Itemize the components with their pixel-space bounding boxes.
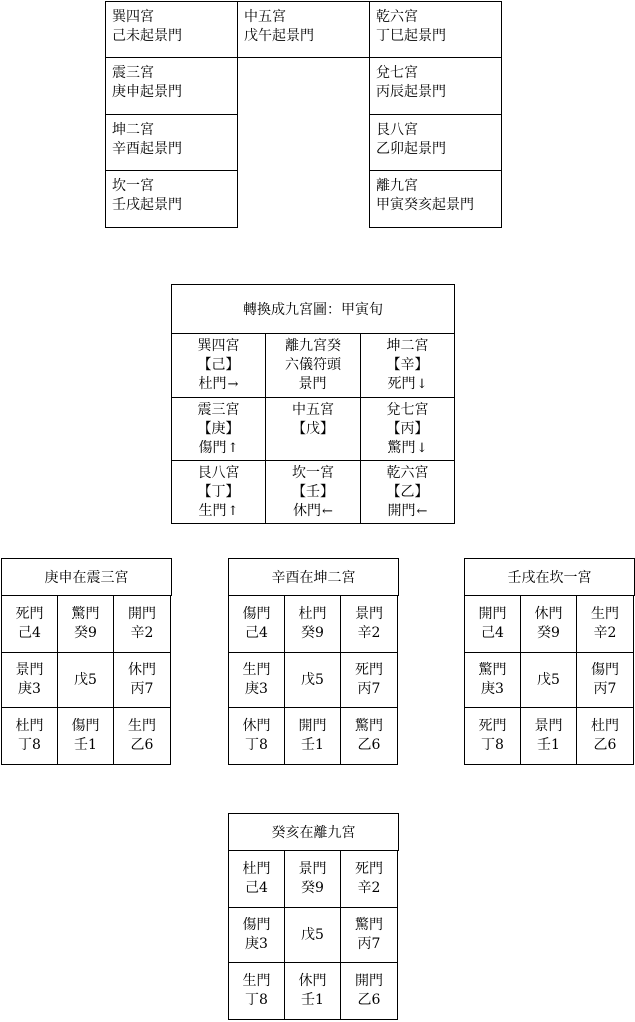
gate-grid-cell <box>464 595 521 653</box>
gate-name: 景門 <box>355 606 383 622</box>
stem-number: 癸9 <box>301 625 324 641</box>
gate-name: 死門 <box>355 861 383 877</box>
gate-name: 休門 <box>242 718 271 734</box>
cell-stem: 【乙】 <box>386 483 429 500</box>
stem-number: 辛2 <box>357 880 381 896</box>
gate-name: 杜門 <box>15 718 44 734</box>
stem-number: 壬1 <box>301 737 324 753</box>
gate-grid-cell <box>340 850 398 908</box>
palace-desc: 乙卯起景門 <box>376 141 446 157</box>
stem-number: 乙6 <box>357 737 381 753</box>
palace-name: 乾六宮 <box>376 9 418 25</box>
palace-name: 離九宮 <box>376 178 418 194</box>
gate-grid-cell <box>284 850 341 908</box>
palace-name: 坤二宮 <box>112 122 154 138</box>
palace-cell-xun4 <box>105 1 238 58</box>
gate-name: 生門 <box>591 606 619 622</box>
gate-grid-cell <box>340 962 398 1020</box>
stem-number: 庚3 <box>245 681 268 697</box>
nine-palace-cell <box>265 397 361 461</box>
direction-arrow-icon: ↑ <box>227 440 239 456</box>
cell-gate-row <box>388 502 428 521</box>
gate-name: 生門 <box>242 973 271 989</box>
stem-number: 癸9 <box>301 880 324 896</box>
gate-name: 傷門 <box>591 662 619 678</box>
stem-number: 丁8 <box>245 992 268 1008</box>
gate-name: 死門 <box>355 662 383 678</box>
direction-arrow-icon: ↓ <box>416 377 428 392</box>
stem-number: 壬1 <box>301 992 324 1008</box>
palace-cell-gen8 <box>369 114 502 171</box>
stem-number: 庚3 <box>18 681 41 697</box>
cell-gate: 杜門 <box>198 376 227 392</box>
gate-grid-cell <box>576 652 634 708</box>
gate-grid-cell <box>57 595 114 653</box>
cell-gate: 開門 <box>387 502 416 519</box>
palace-cell-li9 <box>369 170 502 228</box>
nine-palace-cell <box>171 397 266 461</box>
gate-name: 開門 <box>355 973 383 989</box>
stem-number: 辛2 <box>357 625 381 641</box>
stem-number: 乙6 <box>357 992 381 1008</box>
gate-grid-title: 癸亥在離九宮 <box>228 813 399 851</box>
stem-number: 乙6 <box>130 737 154 753</box>
gate-grid-cell <box>284 652 341 708</box>
stem-number: 庚3 <box>481 681 504 697</box>
gate-name: 景門 <box>534 718 563 734</box>
cell-stem: 【庚】 <box>197 420 240 437</box>
nine-palace-cell <box>360 397 455 461</box>
stem-number: 癸9 <box>74 625 97 641</box>
cell-gate: 驚門 <box>387 439 416 456</box>
stem-number: 己4 <box>18 625 41 641</box>
stem-number: 己4 <box>245 625 268 641</box>
direction-arrow-icon: ↑ <box>227 503 239 519</box>
cell-stem: 【丙】 <box>386 420 429 437</box>
gate-grid-cell <box>520 652 577 708</box>
gate-grid-cell <box>340 907 398 963</box>
stem-number: 丙7 <box>357 936 381 952</box>
cell-stem: 【戊】 <box>292 420 334 437</box>
gate-grid-cell <box>113 595 171 653</box>
cell-stem: 六儀符頭 <box>285 357 341 373</box>
gate-grid-cell <box>340 707 398 765</box>
cell-palace: 震三宮 <box>197 401 240 418</box>
cell-stem: 【辛】 <box>386 357 429 373</box>
gate-grid-cell <box>576 707 634 765</box>
gate-grid-cell <box>113 707 171 765</box>
stem-number: 戊5 <box>301 926 324 943</box>
cell-palace: 巽四宮 <box>197 338 240 354</box>
cell-palace: 艮八宮 <box>197 464 240 481</box>
gate-name: 驚門 <box>478 662 507 678</box>
gate-name: 生門 <box>242 662 271 678</box>
gate-grid-cell <box>576 595 634 653</box>
stem-number: 丙7 <box>130 681 154 697</box>
stem-number: 乙6 <box>593 737 617 753</box>
palace-desc: 庚申起景門 <box>112 84 182 100</box>
cell-gate: 死門 <box>387 376 416 392</box>
stem-number: 辛2 <box>593 625 617 641</box>
gate-grid-cell <box>284 962 341 1020</box>
palace-desc: 戊午起景門 <box>244 28 314 44</box>
palace-desc: 甲寅癸亥起景門 <box>376 197 474 213</box>
cell-gate-row <box>388 439 428 458</box>
gate-grid-cell <box>228 962 285 1020</box>
gate-grid-cell <box>228 595 285 653</box>
nine-palace-cell <box>360 333 455 398</box>
cell-gate-row <box>199 502 239 521</box>
gate-grid-cell <box>1 707 58 765</box>
gate-name: 杜門 <box>591 718 619 734</box>
palace-desc: 辛酉起景門 <box>112 141 182 157</box>
gate-grid-cell <box>284 907 341 963</box>
direction-arrow-icon: ← <box>416 503 428 519</box>
cell-gate-row <box>199 439 239 458</box>
stem-number: 戊5 <box>74 671 97 688</box>
cell-palace: 離九宮癸 <box>285 338 341 354</box>
gate-name: 傷門 <box>242 606 271 622</box>
cell-palace: 乾六宮 <box>386 464 429 481</box>
gate-grid-cell <box>340 595 398 653</box>
gate-name: 杜門 <box>298 606 327 622</box>
stem-number: 丁8 <box>245 737 268 753</box>
gate-name: 開門 <box>298 718 327 734</box>
gate-grid-cell <box>1 595 58 653</box>
gate-grid-cell <box>520 595 577 653</box>
cell-gate-row <box>313 439 314 458</box>
gate-name: 傷門 <box>242 917 271 933</box>
palace-name: 兌七宮 <box>376 65 418 81</box>
cell-gate-row <box>293 502 333 521</box>
gate-name: 景門 <box>298 861 327 877</box>
palace-cell-kan1 <box>105 170 238 228</box>
palace-cell-zhong5 <box>237 1 370 58</box>
palace-name: 巽四宮 <box>112 9 154 25</box>
stem-number: 辛2 <box>130 625 154 641</box>
palace-name: 坎一宮 <box>112 178 154 194</box>
gate-grid-cell <box>57 707 114 765</box>
nine-palace-cell <box>171 333 266 398</box>
cell-palace: 兌七宮 <box>386 401 429 418</box>
cell-gate: 景門 <box>298 376 327 392</box>
palace-cell-qian6 <box>369 1 502 58</box>
palace-cell-kun2 <box>105 114 238 171</box>
cell-stem: 【己】 <box>197 357 240 373</box>
palace-cell-dui7 <box>369 57 502 115</box>
direction-arrow-icon: → <box>227 377 239 392</box>
gate-name: 開門 <box>128 606 156 622</box>
nine-palace-cell <box>265 460 361 524</box>
gate-grid-cell <box>464 652 521 708</box>
gate-grid-cell <box>284 707 341 765</box>
nine-palace-cell <box>265 333 361 398</box>
gate-name: 休門 <box>128 662 156 678</box>
cell-gate: 傷門 <box>198 439 227 456</box>
nine-palace-cell <box>171 460 266 524</box>
direction-arrow-icon: ← <box>322 503 333 519</box>
gate-name: 生門 <box>128 718 156 734</box>
gate-name: 死門 <box>15 606 44 622</box>
cell-palace: 坎一宮 <box>292 464 334 481</box>
stem-number: 癸9 <box>537 625 560 641</box>
cell-gate: 休門 <box>293 502 322 519</box>
stem-number: 己4 <box>481 625 504 641</box>
stem-number: 己4 <box>245 880 268 896</box>
gate-grid-cell <box>284 595 341 653</box>
direction-arrow-icon: ↓ <box>416 440 428 456</box>
gate-grid-cell <box>228 850 285 908</box>
palace-desc: 己未起景門 <box>112 28 182 44</box>
cell-gate-row <box>388 375 428 394</box>
cell-stem: 【壬】 <box>292 483 334 500</box>
gate-name: 杜門 <box>242 861 271 877</box>
stem-number: 丙7 <box>357 681 381 697</box>
gate-name: 景門 <box>15 662 44 678</box>
nine-palace-cell <box>360 460 455 524</box>
gate-name: 傷門 <box>71 718 100 734</box>
gate-grid-cell <box>1 652 58 708</box>
gate-name: 開門 <box>478 606 507 622</box>
gate-name: 驚門 <box>355 917 383 933</box>
palace-name: 艮八宮 <box>376 122 418 138</box>
cell-stem: 【丁】 <box>197 483 240 500</box>
palace-desc: 壬戌起景門 <box>112 197 182 213</box>
gate-grid-title: 庚申在震三宮 <box>1 558 172 596</box>
gate-name: 驚門 <box>71 606 100 622</box>
stem-number: 丙7 <box>593 681 617 697</box>
stem-number: 丁8 <box>481 737 504 753</box>
gate-name: 死門 <box>478 718 507 734</box>
gate-grid-cell <box>228 707 285 765</box>
stem-number: 戊5 <box>301 671 324 688</box>
gate-name: 休門 <box>534 606 563 622</box>
chart-title: 轉換成九宮圖：甲寅旬 <box>171 284 455 334</box>
palace-name: 中五宮 <box>244 9 286 25</box>
palace-cell-zhen3 <box>105 57 238 115</box>
gate-grid-cell <box>464 707 521 765</box>
palace-desc: 丁巳起景門 <box>376 28 446 44</box>
gate-grid-title: 壬戌在坎一宮 <box>464 558 635 596</box>
stem-number: 戊5 <box>537 671 560 688</box>
gate-name: 休門 <box>298 973 327 989</box>
gate-grid-cell <box>520 707 577 765</box>
cell-gate-row <box>299 375 328 394</box>
gate-grid-cell <box>57 652 114 708</box>
stem-number: 庚3 <box>245 936 268 952</box>
gate-grid-cell <box>228 907 285 963</box>
gate-grid-cell <box>228 652 285 708</box>
gate-grid-title: 辛酉在坤二宮 <box>228 558 399 596</box>
cell-gate-row <box>199 375 239 394</box>
stem-number: 丁8 <box>18 737 41 753</box>
palace-name: 震三宮 <box>112 65 154 81</box>
cell-gate: 生門 <box>198 502 227 519</box>
stem-number: 壬1 <box>537 737 560 753</box>
palace-desc: 丙辰起景門 <box>376 84 446 100</box>
cell-palace: 中五宮 <box>292 401 334 418</box>
cell-palace: 坤二宮 <box>386 338 429 354</box>
gate-grid-cell <box>340 652 398 708</box>
stem-number: 壬1 <box>74 737 97 753</box>
gate-grid-cell <box>113 652 171 708</box>
gate-name: 驚門 <box>355 718 383 734</box>
